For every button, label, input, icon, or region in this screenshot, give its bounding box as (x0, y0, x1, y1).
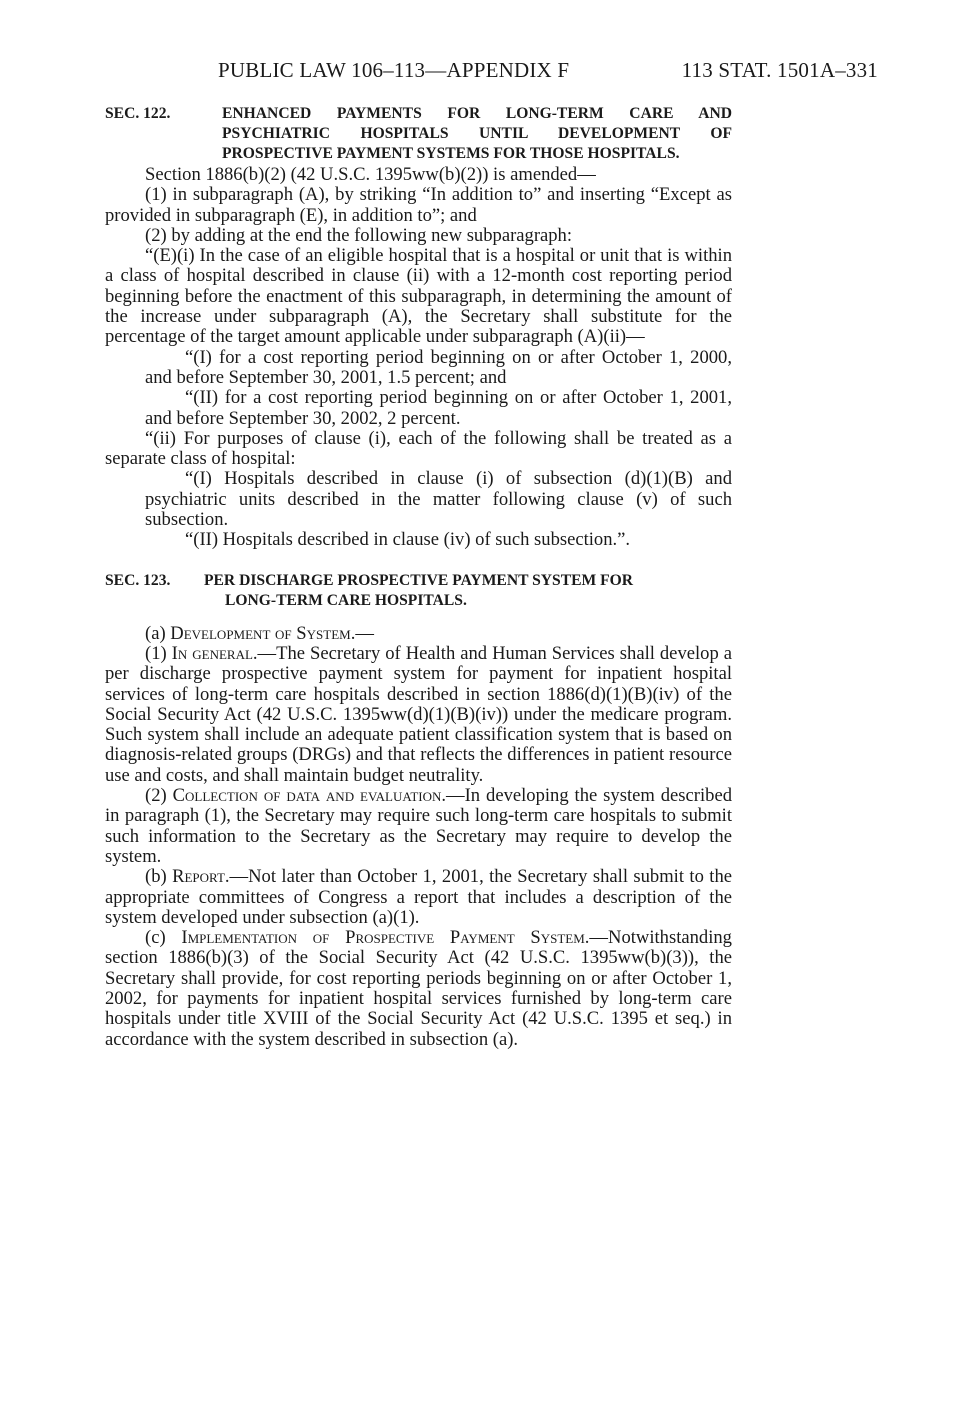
body-column (105, 104, 732, 1050)
section-122-intro: Section 1886(b)(2) (42 U.S.C. 1395ww(b)(2)) is amended— (145, 164, 596, 185)
subsection-a-heading: (a) Development of System.— (145, 622, 374, 644)
clause-ii-subclause-I: “(I) Hospitals described in clause (i) of subsection (d)(1)(B) and psychiatric units described in the matter following clause (v) of such subsection. (145, 468, 732, 531)
header-law-title: PUBLIC LAW 106–113—APPENDIX F (218, 58, 570, 82)
subsection-a-paragraph-1: (1) In general.—The Secretary of Health and Human Services shall develop a per discharge prospective payment system for payment for inpatient hospital services of long-term care hospitals described in section 1886(d)(1)(B)(iv) of the Social Security Act (42 U.S.C. 1395ww(d)(1)(B)(iv)) under the medicare program. Such system shall include an adequate patient classification system that is based on diagnosis-related groups (DRGs) and that reflects the differences in patient resource use and costs, and shall maintain budget neutrality. (105, 642, 732, 786)
section-123-title: PER DISCHARGE PROSPECTIVE PAYMENT SYSTEM FOR LONG-TERM CARE HOSPITALS. (204, 571, 634, 609)
subsection-b-report: (b) Report.—Not later than October 1, 2001, the Secretary shall submit to the appropriate committees of Congress a report that includes a description of the system developed under subsection (a)(1). (105, 866, 732, 928)
section-123-number: SEC. 123. (105, 571, 171, 589)
section-122-title: ENHANCED PAYMENTS FOR LONG-TERM CARE AND PSYCHIATRIC HOSPITALS UNTIL DEVELOPMENT OF PROSPECTIVE PAYMENT SYSTEMS FOR THOSE HOSPITALS. (222, 105, 732, 162)
clause-i-subclause-I: “(I) for a cost reporting period beginning on or after October 1, 2000, and before September 30, 2001, 1.5 percent; and (145, 346, 732, 388)
header-stat-cite: 113 STAT. 1501A–331 (681, 58, 878, 82)
subparagraph-e-clause-ii: “(ii) For purposes of clause (i), each of the following shall be treated as a separate class of hospital: (105, 427, 732, 470)
section-122-paragraph-1: (1) in subparagraph (A), by striking “In addition to” and inserting “Except as provided in subparagraph (E), in addition to”; and (105, 184, 732, 226)
clause-ii-subclause-II: “(II) Hospitals described in clause (iv) of such subsection.”. (185, 529, 631, 551)
clause-i-subclause-II: “(II) for a cost reporting period beginning on or after October 1, 2001, and before September 30, 2002, 2 percent. (145, 387, 732, 429)
subsection-c-implementation: (c) Implementation of Prospective Payment System.—Notwithstanding section 1886(b)(3) of the Social Security Act (42 U.S.C. 1395ww(b)(3)), the Secretary shall provide, for cost reporting periods beginning on or after October 1, 2002, for payments for inpatient hospital services furnished by long-term care hospitals under title XVIII of the Social Security Act (42 U.S.C. 1395 et seq.) in accordance with the system described in subsection (a). (105, 927, 732, 1050)
subparagraph-e-clause-i: “(E)(i) In the case of an eligible hospital that is a hospital or unit that is within a class of hospital described in clause (ii) with a 12-month cost reporting period beginning before the enactment of this subparagraph, in determining the amount of the increase under subparagraph (A), the Secretary shall substitute for the percentage of the target amount applicable under subparagraph (A)(ii)— (105, 245, 732, 348)
section-122-paragraph-2: (2) by adding at the end the following new subparagraph: (145, 224, 573, 246)
section-123-heading (105, 571, 732, 611)
section-122-heading (105, 104, 732, 164)
subsection-a-paragraph-2: (2) Collection of data and evaluation.—In developing the system described in paragraph (1), the Secretary may require such long-term care hospitals to submit such information to the Secretary as the Secretary may require to develop the system. (105, 785, 732, 867)
running-header (218, 58, 878, 83)
section-122-number: SEC. 122. (105, 105, 171, 122)
